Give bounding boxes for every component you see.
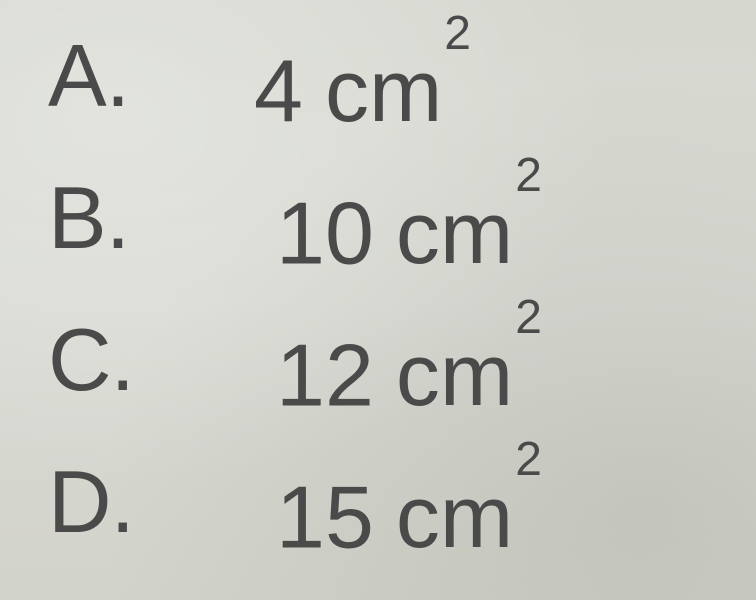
choice-letter: C. — [48, 310, 134, 409]
answer-choice-list — [48, 7, 728, 590]
choice-unit: cm — [395, 325, 514, 425]
choice-number: 12 — [276, 325, 374, 425]
choice-number: 4 — [254, 41, 303, 141]
choice-number: 15 — [276, 467, 374, 567]
choice-unit: cm — [395, 183, 514, 283]
choice-value — [276, 149, 542, 283]
answer-choice-c[interactable] — [48, 291, 728, 425]
choice-letter: D. — [48, 452, 134, 551]
choice-value — [254, 7, 471, 141]
choice-exponent: 2 — [515, 433, 542, 486]
choice-exponent: 2 — [444, 7, 471, 60]
choice-exponent: 2 — [515, 149, 542, 202]
answer-choice-b[interactable] — [48, 149, 728, 283]
choice-letter: B. — [48, 168, 130, 267]
choice-exponent: 2 — [515, 291, 542, 344]
answer-choice-d[interactable] — [48, 433, 728, 567]
choice-letter: A. — [48, 26, 130, 125]
choice-number: 10 — [276, 183, 374, 283]
choice-value — [276, 291, 542, 425]
choice-unit: cm — [395, 467, 514, 567]
answer-choice-a[interactable] — [48, 7, 728, 141]
choice-value — [276, 433, 542, 567]
choice-unit: cm — [324, 41, 443, 141]
